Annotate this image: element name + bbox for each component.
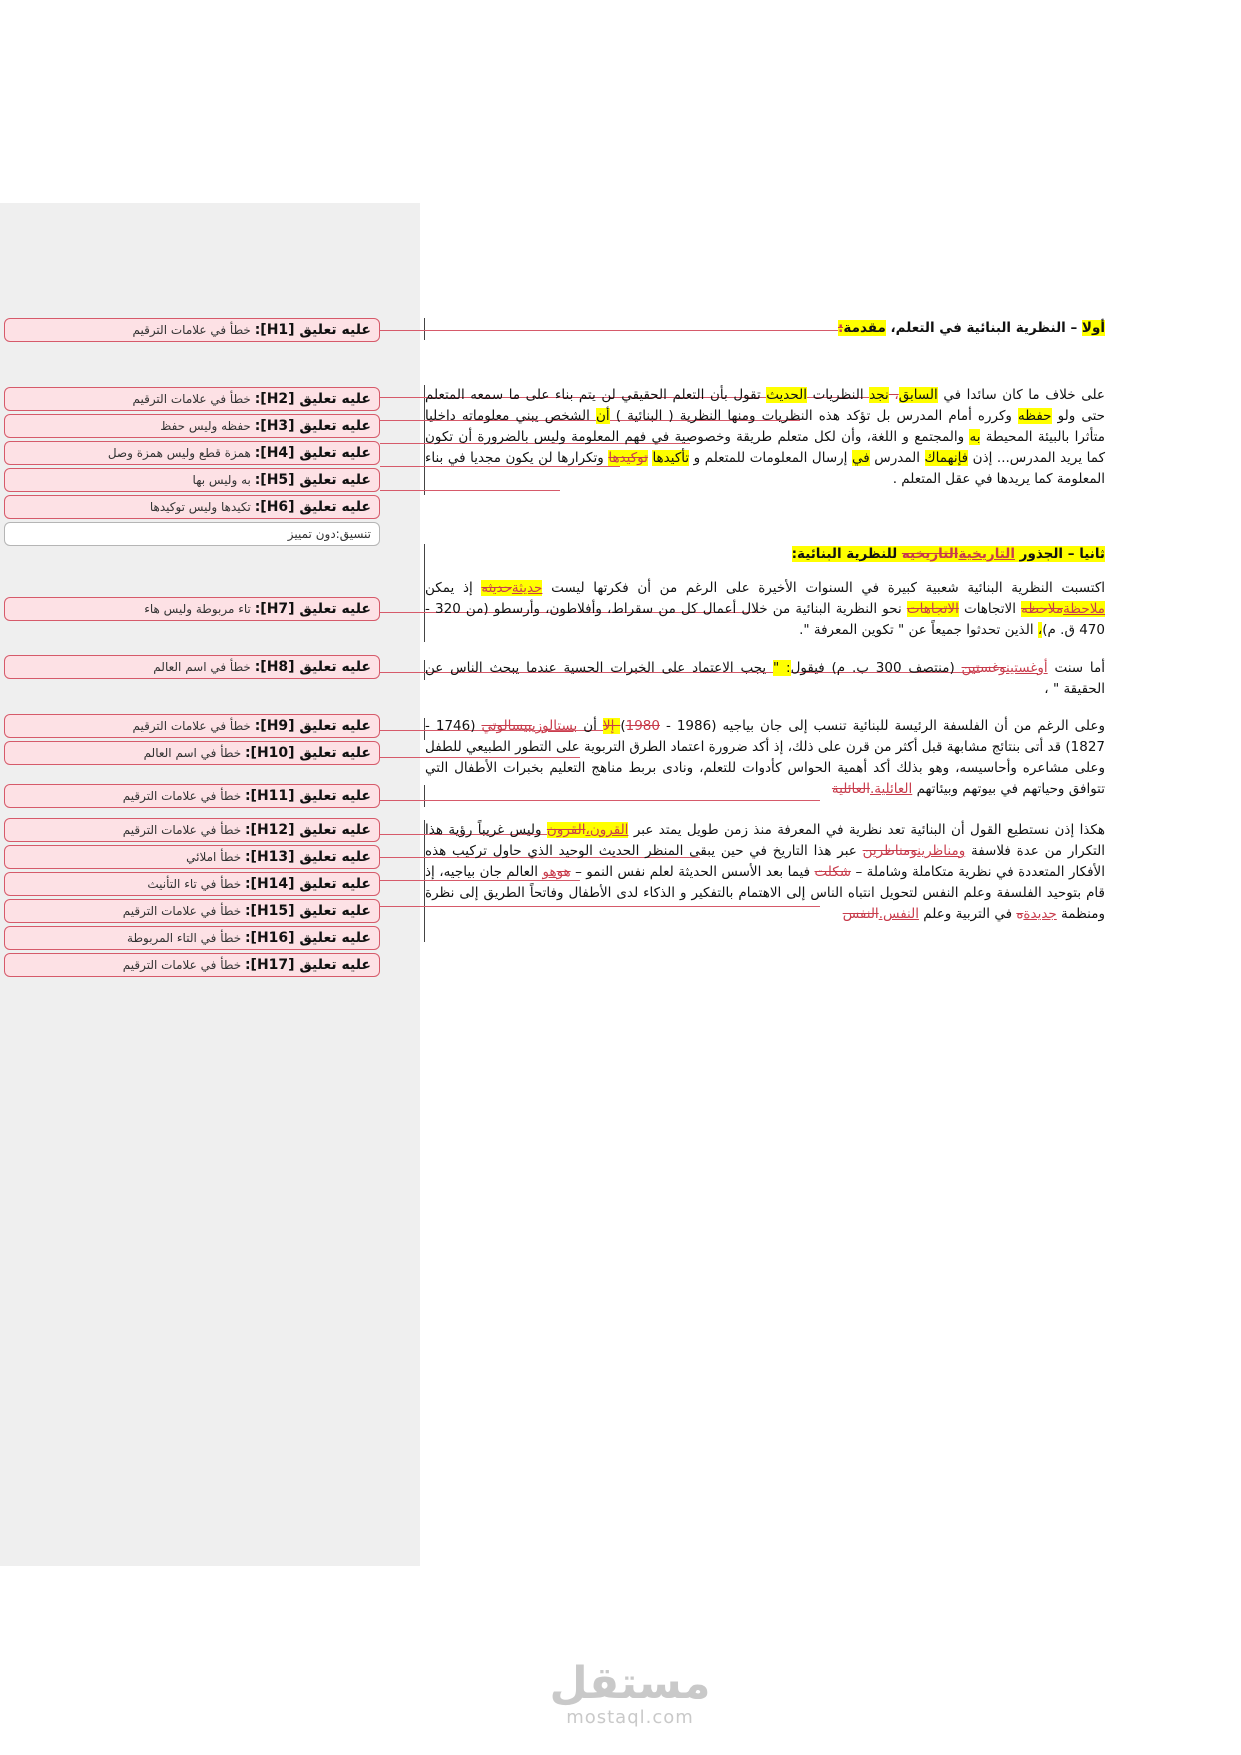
text-run: خطأ في علامات الترقيم (132, 392, 251, 406)
text-run: خطأ في تاء التأنيث (147, 877, 242, 891)
text-run: عليه تعليق [H15]: (244, 903, 371, 919)
comment-balloon[interactable] (4, 872, 380, 896)
text-run: خطأ في علامات الترقيم (122, 904, 242, 918)
text-run: نجد (869, 387, 889, 403)
text-run: الحديث (766, 387, 807, 403)
text-run: 1980 (625, 718, 660, 734)
text-run: ، (1037, 622, 1043, 638)
comment-balloon[interactable] (4, 468, 380, 492)
text-run: حديثة (511, 580, 543, 596)
comment-connector (380, 490, 560, 491)
text-run: عليه تعليق [H17]: (244, 957, 371, 973)
text-run: خطأ في علامات الترقيم (132, 323, 251, 337)
comment-balloon[interactable] (4, 926, 380, 950)
text-run: عليه تعليق [H10]: (244, 745, 371, 761)
text-run: عليه تعليق [H5]: (254, 472, 371, 488)
text-run: العالم جان بياجيه، إذ قام بتوحيد الفلسفة وعلم النفس لتحويل انتباه الناس إلى الاهتمام بالتفكير و الذكاء لدى الأطفال وفاتحاً الطريق إلى نظرة ومنظمة (425, 864, 1105, 922)
text-run: نحو النظرية البنائية من خلال أعمال كل من سقراط، وأفلاطون، وأرسطو (من 320 - 470 ق. م) (425, 601, 1105, 638)
text-run: على خلاف ما كان سائدا في (937, 387, 1105, 403)
comment-balloon[interactable] (4, 784, 380, 808)
text-run: عليه تعليق [H3]: (254, 418, 371, 434)
text-run: يجب الاعتماد على الخبرات الحسية عندما يبحث الناس عن الحقيقة " ، (425, 660, 1105, 697)
paragraph-3 (425, 658, 1105, 700)
text-run: في (851, 450, 870, 466)
comment-balloon[interactable] (4, 414, 380, 438)
text-run: شكلت (814, 864, 852, 880)
text-run: فإنهماك (924, 450, 969, 466)
text-run: النظريات (806, 387, 870, 403)
comment-balloon[interactable] (4, 441, 380, 465)
text-run: هو (556, 864, 571, 880)
text-run: خطأ في علامات الترقيم (122, 823, 242, 837)
text-run: إذ يمكن (425, 580, 482, 596)
text-run: mostaql.com (566, 1707, 694, 1728)
text-run: أوغستين (1006, 660, 1048, 676)
text-run: إرسال المعلومات للمتعلم و (689, 450, 852, 466)
text-run: مستقل (549, 1658, 711, 1709)
text-run: اكتسبت النظرية البنائية شعبية كبيرة في السنوات الأخيرة على الرغم من أن فكرتها ليست (542, 580, 1106, 596)
text-run: الاتجاهات (906, 601, 959, 617)
comment-connector (380, 800, 820, 801)
text-run: عليه تعليق [H16]: (244, 930, 371, 946)
text-run: به (969, 429, 981, 445)
text-run: عليه تعليق [H8]: (254, 659, 371, 675)
comment-balloon[interactable] (4, 741, 380, 765)
comment-balloon[interactable] (4, 899, 380, 923)
text-run: خطأ في اسم العالم (153, 660, 251, 674)
text-run: مقدمة (843, 320, 886, 336)
text-run: عليه تعليق [H9]: (254, 718, 371, 734)
comment-balloon[interactable] (4, 845, 380, 869)
comment-balloon[interactable] (4, 495, 380, 519)
text-run: وعلى الرغم من أن الفلسفة الرئيسة للبنائية تنسب إلى جان بياجيه (1986 - (659, 718, 1105, 734)
text-run: هكذا إذن نستطيع القول أن البنائية تعد نظرية في المعرفة منذ زمن طويل يمتد عبر (628, 822, 1105, 838)
text-run: وليس غريباً رؤية هذا التكرار من عدة فلاسفة (425, 822, 1105, 859)
text-run: وتكرارها لن يكون مجديا في بناء المعلومة كما يريدها في عقل المتعلم . (425, 450, 1105, 487)
heading-2 (425, 544, 1105, 565)
text-run: التاريخيه (901, 546, 959, 562)
text-run: خطأ املائي (186, 850, 242, 864)
paragraph-4 (425, 716, 1105, 800)
text-run: ) (620, 718, 626, 734)
text-run: همزة قطع وليس همزة وصل (107, 446, 251, 460)
text-run: تكيدها وليس توكيدها (149, 500, 251, 514)
text-run: أن (577, 718, 603, 734)
text-run: حفظه وليس حفظ (160, 419, 251, 433)
text-run: أما سنت (1047, 660, 1106, 676)
paragraph-5 (425, 820, 1105, 925)
comment-balloon[interactable] (4, 318, 380, 342)
text-run: بستالوزي (531, 718, 578, 734)
text-run: توكيدها (608, 450, 648, 466)
text-run: خطأ في التاء المربوطة (127, 931, 242, 945)
text-run: تأكيدها (652, 450, 690, 466)
text-run: خطأ في علامات الترقيم (122, 789, 242, 803)
paragraph-1 (425, 385, 1105, 490)
text-run: ملاحظة (1063, 601, 1106, 617)
text-run: للنظرية البنائية: (791, 546, 902, 562)
text-run: : " (773, 660, 791, 676)
text-run: عليه تعليق [H11]: (244, 788, 371, 804)
text-run: الاتجاهات (958, 601, 1022, 617)
text-run: العائلية (831, 781, 870, 797)
text-run: عليه تعليق [H14]: (244, 876, 371, 892)
text-run: القرون (546, 822, 586, 838)
comment-balloon[interactable] (4, 953, 380, 977)
text-run: به وليس بها (192, 473, 251, 487)
text-run: عليه تعليق [H1]: (254, 322, 371, 338)
text-run: أن (596, 408, 610, 424)
text-run: الشخص يبني معلوماته داخليا متأثرا بالبيئة المحيطة (425, 408, 1105, 445)
comment-balloon[interactable] (4, 387, 380, 411)
mostaql-watermark-logo (540, 1660, 720, 1728)
text-run: فيما بعد الأسس الحديثة لعلم نفس النمو – (570, 864, 815, 880)
text-run: في التربية وعلم (918, 906, 1017, 922)
text-run: عبر هذا التاريخ في حين يبقى المنظر الحديث الوحيد الذي حاول تركيب هذه الأفكار المتعددة في نظرية متكاملة وشاملة – (425, 843, 1105, 880)
text-run: النفس (842, 906, 879, 922)
text-run: عليه تعليق [H7]: (254, 601, 371, 617)
text-run: عليه تعليق [H2]: (254, 391, 371, 407)
text-run: بيسالوتي (481, 718, 532, 734)
text-run: ومناظرين (862, 843, 918, 859)
text-run: وغستين (961, 660, 1007, 676)
text-run: جديدة (1023, 906, 1057, 922)
text-run: العائلية. (869, 781, 913, 797)
text-run: إلا (602, 718, 621, 734)
text-run: الذين تحدثوا جميعاً عن " تكوين المعرفة ". (799, 622, 1038, 638)
text-run: عليه تعليق [H6]: (254, 499, 371, 515)
text-run: المدرس (869, 450, 925, 466)
text-run: ملاحظه (1021, 601, 1064, 617)
text-run: تنسيق:دون تمييز (287, 527, 371, 541)
comment-balloon[interactable] (4, 818, 380, 842)
text-run: خطأ في علامات الترقيم (122, 958, 242, 972)
heading-1 (425, 318, 1105, 339)
text-run: والمجتمع و اللغة، وأن لكل متعلم طريقة وخصوصية في فهم المعلومة وليس بالضرورة أن تكون كما يريد المدرس... إذن (425, 429, 1106, 466)
text-run: عليه تعليق [H4]: (254, 445, 371, 461)
text-run: خطأ في علامات الترقيم (132, 719, 251, 733)
text-run: عليه تعليق [H12]: (244, 822, 371, 838)
text-run: ، (888, 387, 899, 403)
text-run: خطأ في اسم العالم (143, 746, 242, 760)
format-change-balloon[interactable] (4, 522, 380, 546)
text-run: التاريخية (958, 546, 1015, 562)
text-run: هو (542, 864, 557, 880)
text-run: أولا (1081, 320, 1105, 336)
text-run: تقول بأن التعلم الحقيقي لن يتم بناء على ما سمعه المتعلم حتى ولو (425, 387, 1105, 424)
text-run: تاء مربوطة وليس هاء (144, 602, 251, 616)
text-run: النفس. (878, 906, 919, 922)
text-run: السابق (898, 387, 938, 403)
text-run: : (838, 320, 844, 336)
comment-balloon[interactable] (4, 655, 380, 679)
paragraph-2 (425, 578, 1105, 641)
text-run: – النظرية البنائية في التعلم، (885, 320, 1082, 336)
text-run: حفظه (1018, 408, 1052, 424)
text-run: ومناظرين (917, 843, 966, 859)
text-run: ه (1016, 906, 1024, 922)
text-run: حديثه (481, 580, 512, 596)
comment-balloon[interactable] (4, 714, 380, 738)
text-run: وكرره أمام المدرس بل تؤكد هذه النظريات ومنها النظرية ( البنائية ) (609, 408, 1019, 424)
text-run: القرون، (585, 822, 629, 838)
text-run: عليه تعليق [H13]: (244, 849, 371, 865)
comment-balloon[interactable] (4, 597, 380, 621)
text-run: (1746 - 1827) قد أتى بنتائج مشابهة قبل أكثر من قرن على ذلك، إذ أكد ضرورة اعتماد الطرق التربوية على التطور الطبيعي للطفل وعلى مشاعره وأحاسيسه، وهو بذلك أكد أهمية الحواس كأدوات للتعلم، ونادى بربط مناهج التعليم بخبرات الأطفال التي تتوافق وحياتهم في بيوتهم وبيئاتهم (425, 718, 1105, 797)
text-run: (منتصف 300 ب. م) فيقول (790, 660, 962, 676)
text-run: ثانيا – الجذور (1014, 546, 1105, 562)
